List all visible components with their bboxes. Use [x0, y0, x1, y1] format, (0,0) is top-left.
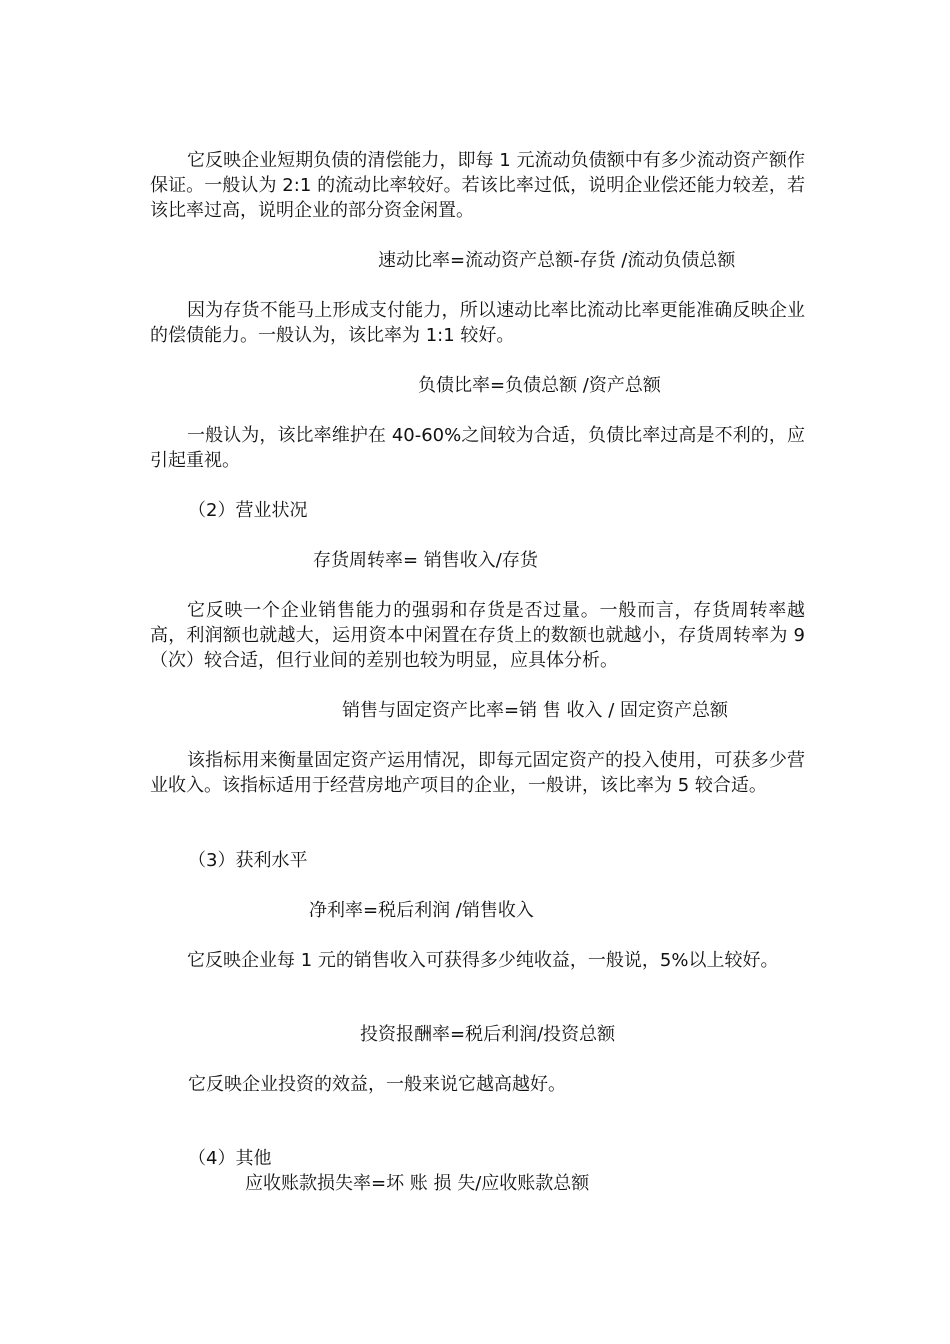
paragraph-current-ratio-explanation: 它反映企业短期负债的清偿能力，即每 1 元流动负债额中有多少流动资产额作保证。一般认为 2:1 的流动比率较好。若该比率过低，说明企业偿还能力较差，若该比率过高，说明企业的部分资金闲置。	[150, 150, 805, 221]
paragraph-inventory-turnover-explanation: 它反映一个企业销售能力的强弱和存货是否过量。一般而言，存货周转率越高，利润额也就越大，运用资本中闲置在存货上的数额也就越小，存货周转率为 9（次）较合适，但行业间的差别也较为明显，应具体分析。	[150, 600, 805, 671]
paragraph-quick-ratio-explanation: 因为存货不能马上形成支付能力，所以速动比率比流动比率更能准确反映企业的偿债能力。一般认为，该比率为 1:1 较好。	[150, 300, 805, 346]
paragraph-sales-to-fixed-assets-explanation: 该指标用来衡量固定资产运用情况，即每元固定资产的投入使用，可获多少营业收入。该指标适用于经营房地产项目的企业，一般讲，该比率为 5 较合适。	[150, 750, 805, 796]
paragraph-roi-explanation: 它反映企业投资的效益，一般来说它越高越好。	[188, 1074, 566, 1095]
paragraph-debt-ratio-explanation: 一般认为，该比率维护在 40-60%之间较为合适，负债比率过高是不利的，应引起重视。	[150, 425, 805, 471]
formula-return-on-investment: 投资报酬率=税后利润/投资总额	[360, 1024, 616, 1045]
formula-quick-ratio: 速动比率=流动资产总额-存货 /流动负债总额	[378, 250, 736, 271]
section-heading-other: （4）其他	[188, 1148, 272, 1169]
formula-inventory-turnover: 存货周转率= 销售收入/存货	[313, 550, 538, 571]
formula-net-margin: 净利率=税后利润 /销售收入	[309, 900, 534, 921]
formula-debt-ratio: 负债比率=负债总额 /资产总额	[418, 375, 661, 396]
section-heading-profitability: （3）获利水平	[188, 850, 308, 871]
formula-sales-to-fixed-assets: 销售与固定资产比率=销 售 收入 / 固定资产总额	[342, 700, 729, 721]
formula-bad-debt-ratio: 应收账款损失率=坏 账 损 失/应收账款总额	[245, 1173, 590, 1194]
paragraph-net-margin-explanation: 它反映企业每 1 元的销售收入可获得多少纯收益，一般说，5%以上较好。	[187, 950, 779, 971]
section-heading-operations: （2）营业状况	[188, 500, 308, 521]
